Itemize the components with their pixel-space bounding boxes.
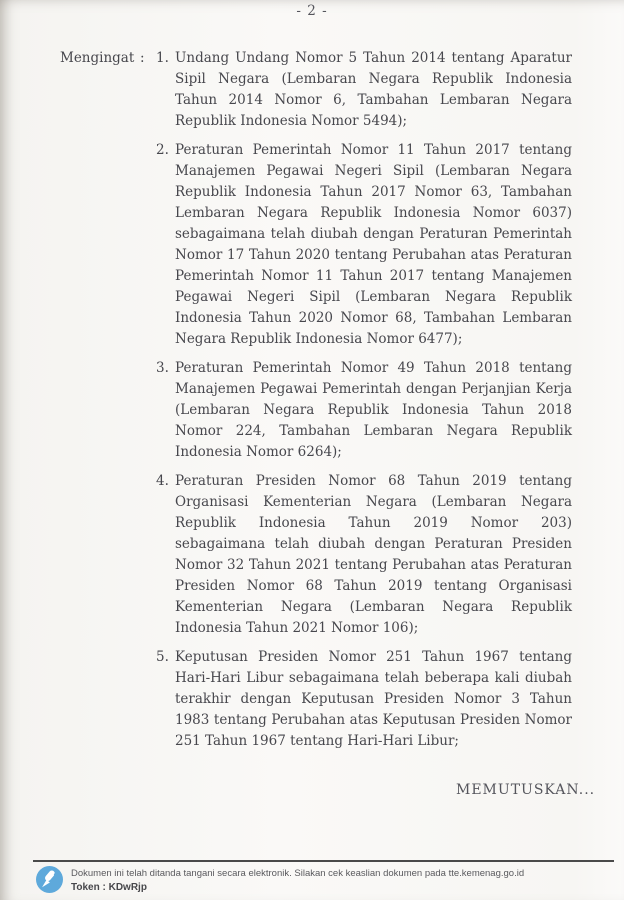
tte-signature-logo-icon <box>36 866 63 893</box>
footer-divider <box>33 860 614 862</box>
clause-number: 1. <box>156 50 169 66</box>
list-item <box>156 140 572 350</box>
clause-text: Peraturan Pemerintah Nomor 11 Tahun 2017 tentang Manajemen Pegawai Negeri Sipil (Lembaran Negara Republik Indonesia Tahun 2017 Nomor 63, Tambahan Lembaran Negara Republik Indonesia Nomor 6037) sebagaimana telah diubah dengan Peraturan Pemerintah Nomor 17 Tahun 2020 tentang Perubahan atas Peraturan Pemerintah Nomor 11 Tahun 2017 tentang Manajemen Pegawai Negeri Sipil (Lembaran Negara Republik Indonesia Tahun 2020 Nomor 68, Tambahan Lembaran Negara Republik Indonesia Nomor 6477); <box>175 142 572 347</box>
list-item <box>156 48 572 132</box>
clause-number: 3. <box>156 360 169 376</box>
signature-token: Token : KDwRjp <box>71 882 147 893</box>
clause-number: 5. <box>156 649 169 665</box>
clause-text: Undang Undang Nomor 5 Tahun 2014 tentang Aparatur Sipil Negara (Lembaran Negara Republik Indonesia Tahun 2014 Nomor 6, Tambahan Lembaran Negara Republik Indonesia Nomor 5494); <box>175 50 572 129</box>
considerations-list <box>156 48 572 760</box>
clause-text: Peraturan Pemerintah Nomor 49 Tahun 2018 tentang Manajemen Pegawai Pemerintah dengan Perjanjian Kerja (Lembaran Negara Republik Indonesia Tahun 2018 Nomor 224, Tambahan Lembaran Negara Republik Indonesia Nomor 6264); <box>175 360 572 460</box>
page-number: - 2 - <box>296 3 328 19</box>
clause-number: 2. <box>156 142 169 158</box>
digital-signature-footer <box>36 866 612 893</box>
list-item <box>156 647 572 752</box>
signature-notice-text: Dokumen ini telah ditanda tangani secara elektronik. Silakan cek keaslian dokumen pada tte.kemenag.go.id <box>71 868 525 879</box>
considerations-label: Mengingat <box>60 50 135 66</box>
list-item <box>156 358 572 463</box>
footer-text-block <box>71 866 524 893</box>
clause-text: Keputusan Presiden Nomor 251 Tahun 1967 tentang Hari-Hari Libur sebagaimana telah beberapa kali diubah terakhir dengan Keputusan Presiden Nomor 3 Tahun 1983 tentang Perubahan atas Keputusan Presiden Nomor 251 Tahun 1967 tentang Hari-Hari Libur; <box>175 649 572 749</box>
clause-text: Peraturan Presiden Nomor 68 Tahun 2019 tentang Organisasi Kementerian Negara (Lembaran Negara Republik Indonesia Tahun 2019 Nomor 203) sebagaimana telah diubah dengan Peraturan Presiden Nomor 32 Tahun 2021 tentang Perubahan atas Peraturan Presiden Nomor 68 Tahun 2019 tentang Organisasi Kementerian Negara (Lembaran Negara Republik Indonesia Tahun 2021 Nomor 106); <box>175 473 572 636</box>
considerations-section <box>60 48 572 760</box>
considerations-separator: : <box>140 50 145 66</box>
list-item <box>156 471 572 639</box>
clause-number: 4. <box>156 473 169 489</box>
memutuskan-heading: MEMUTUSKAN... <box>456 782 596 798</box>
